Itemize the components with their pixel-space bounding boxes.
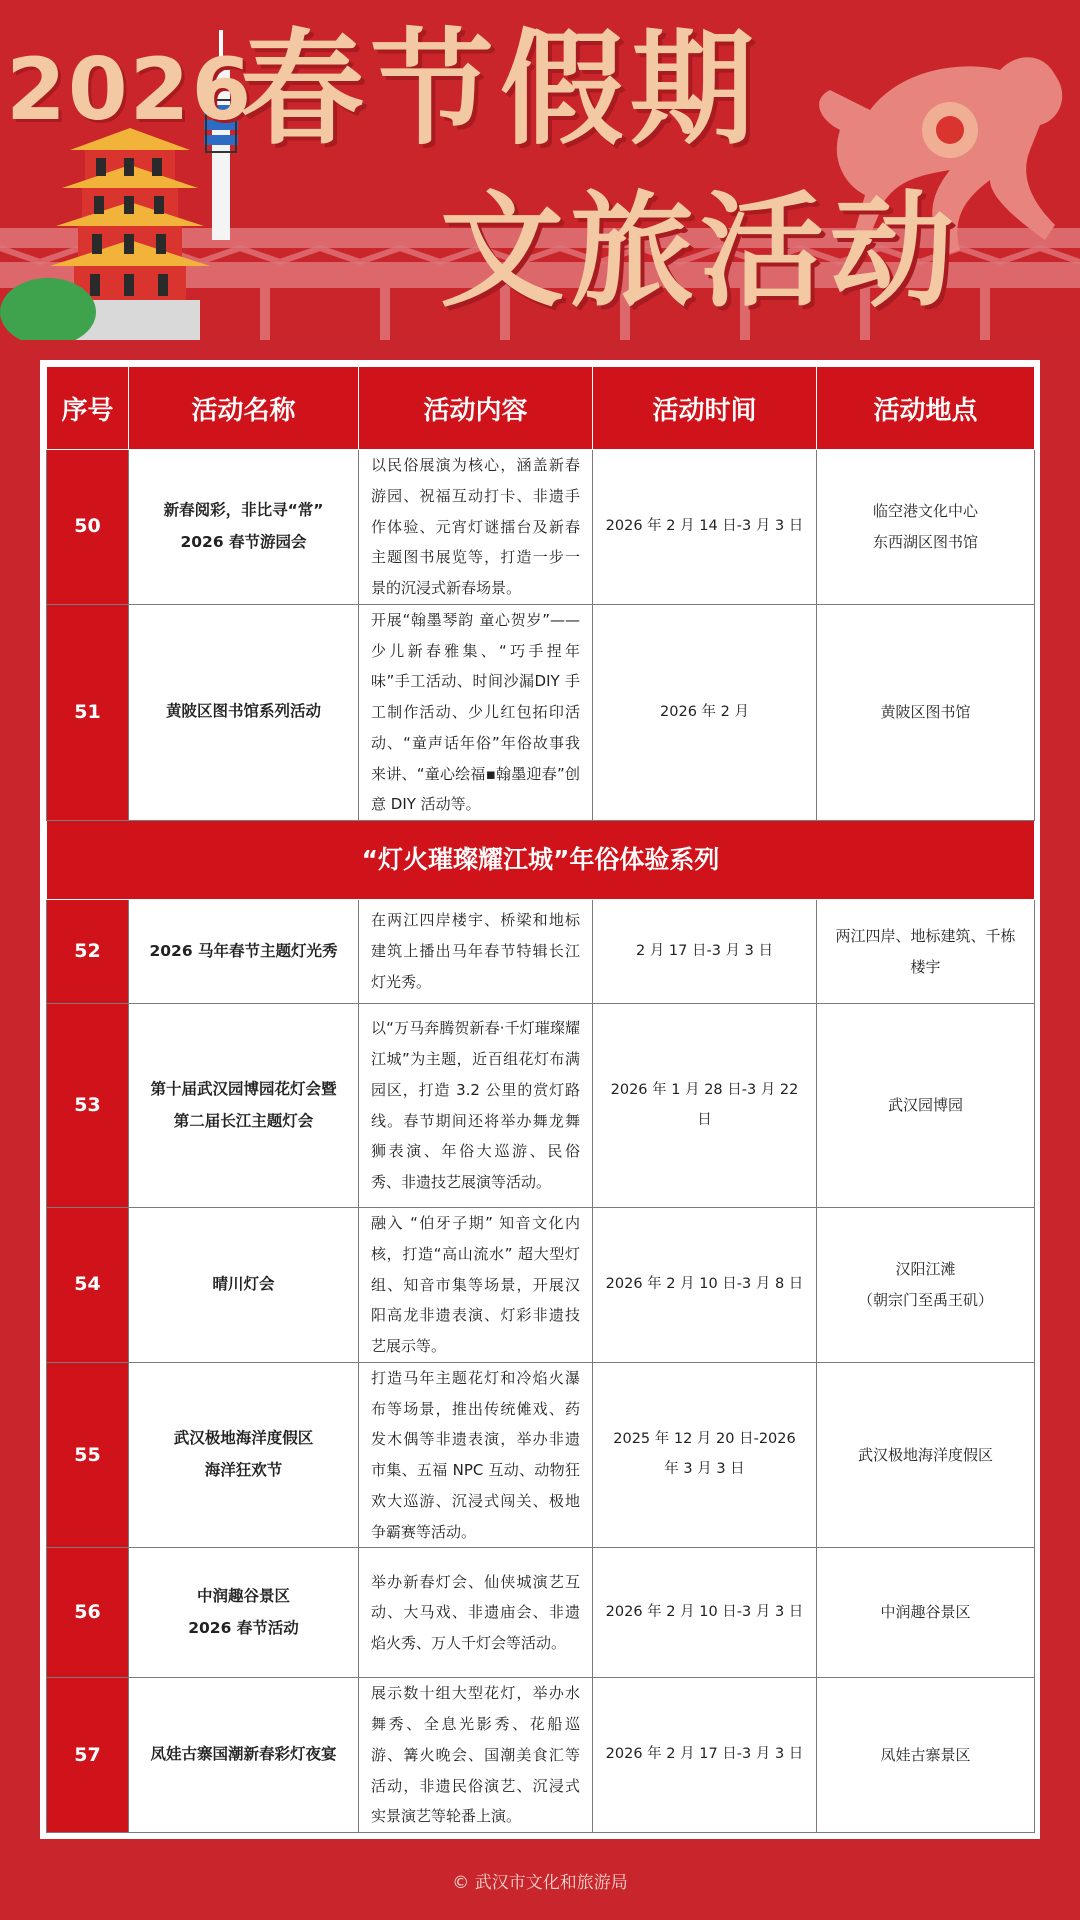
- activity-time: 2026 年 2 月: [593, 604, 817, 820]
- row-number: 54: [47, 1208, 129, 1363]
- activity-name-line: 黄陂区图书馆系列活动: [165, 702, 321, 721]
- activities-table-panel: [40, 360, 1040, 1839]
- activity-name: [129, 1004, 359, 1208]
- activity-name-line: 第二届长江主题灯会: [173, 1111, 314, 1130]
- activity-place-line: 两江四岸、地标建筑、千栋楼宇: [835, 926, 1016, 976]
- activity-place: [817, 604, 1035, 820]
- column-header-name: 活动名称: [129, 367, 359, 450]
- activity-name: [129, 1678, 359, 1833]
- row-number: 57: [47, 1678, 129, 1833]
- activity-place: [817, 1208, 1035, 1363]
- banner: [0, 0, 1080, 340]
- row-number: 50: [47, 450, 129, 605]
- activity-content: 展示数十组大型花灯，举办水舞秀、全息光影秀、花船巡游、篝火晚会、国潮美食汇等活动，非遗民俗演艺、沉浸式实景演艺等轮番上演。: [359, 1678, 593, 1833]
- title-line-2: 文旅活动: [440, 180, 961, 324]
- activity-place-line: 中润趣谷景区: [880, 1603, 971, 1622]
- table-row: [47, 450, 1035, 605]
- section-row: [47, 821, 1035, 900]
- table-row: [47, 604, 1035, 820]
- activity-place-line: 东西湖区图书馆: [872, 532, 978, 551]
- row-number: 56: [47, 1548, 129, 1678]
- title-line-1: 春节假期: [240, 18, 761, 162]
- table-header-row: [47, 367, 1035, 450]
- row-number: 55: [47, 1362, 129, 1548]
- activity-content: 以“万马奔腾贺新春·千灯璀璨耀江城”为主题，近百组花灯布满园区，打造 3.2 公里的赏灯路线。春节期间还将举办舞龙舞狮表演、年俗大巡游、民俗秀、非遗技艺展演等活动。: [359, 1004, 593, 1208]
- activity-place-line: 汉阳江滩: [895, 1260, 956, 1279]
- table-row: [47, 900, 1035, 1004]
- activity-name-line: 2026 春节游园会: [180, 532, 307, 551]
- activity-place: [817, 1678, 1035, 1833]
- activity-name: [129, 604, 359, 820]
- activity-name-line: 第十届武汉园博园花灯会暨: [150, 1079, 337, 1098]
- footer-copyright: © 武汉市文化和旅游局: [452, 1873, 628, 1893]
- activities-table: [46, 366, 1035, 1833]
- activity-content: 打造马年主题花灯和冷焰火瀑布等场景，推出传统傩戏、药发木偶等非遗表演，举办非遗市集、五福 NPC 互动、动物狂欢大巡游、沉浸式闯关、极地争霸赛等活动。: [359, 1362, 593, 1548]
- table-row: [47, 1004, 1035, 1208]
- activity-place: [817, 1004, 1035, 1208]
- column-header-place: 活动地点: [817, 367, 1035, 450]
- activity-time: 2 月 17 日-3 月 3 日: [593, 900, 817, 1004]
- activity-content: 融入 “伯牙子期” 知音文化内核，打造“高山流水” 超大型灯组、知音市集等场景，开展汉阳高龙非遗表演、灯彩非遗技艺展示等。: [359, 1208, 593, 1363]
- activity-time: 2026 年 2 月 17 日-3 月 3 日: [593, 1678, 817, 1833]
- activity-place-line: 黄陂区图书馆: [880, 703, 971, 721]
- column-header-time: 活动时间: [593, 367, 817, 450]
- activity-time: 2026 年 2 月 10 日-3 月 3 日: [593, 1548, 817, 1678]
- activity-name-line: 武汉极地海洋度假区: [173, 1429, 314, 1448]
- activity-time: 2025 年 12 月 20 日-2026 年 3 月 3 日: [593, 1362, 817, 1548]
- activity-place: [817, 1362, 1035, 1548]
- activity-content: 举办新春灯会、仙侠城演艺互动、大马戏、非遗庙会、非遗焰火秀、万人千灯会等活动。: [359, 1548, 593, 1678]
- column-header-number: 序号: [47, 367, 129, 450]
- activity-name-line: 中润趣谷景区: [196, 1586, 290, 1605]
- table-row: [47, 1208, 1035, 1363]
- activity-name-line: 海洋狂欢节: [204, 1461, 283, 1479]
- activity-place-line: 武汉园博园: [887, 1096, 963, 1115]
- activity-name: [129, 900, 359, 1004]
- activity-place-line: （朝宗门至禹王矶）: [857, 1290, 993, 1309]
- activity-name-line: 新春阅彩，非比寻“常”: [163, 501, 324, 520]
- table-row: [47, 1678, 1035, 1833]
- activity-name: [129, 1362, 359, 1548]
- activity-time: 2026 年 2 月 10 日-3 月 8 日: [593, 1208, 817, 1363]
- activity-place: [817, 900, 1035, 1004]
- row-number: 51: [47, 604, 129, 820]
- row-number: 52: [47, 900, 129, 1004]
- activity-content: 在两江四岸楼宇、桥梁和地标建筑上播出马年春节特辑长江灯光秀。: [359, 900, 593, 1004]
- activity-place: [817, 450, 1035, 605]
- row-number: 53: [47, 1004, 129, 1208]
- table-row: [47, 1362, 1035, 1548]
- column-header-content: 活动内容: [359, 367, 593, 450]
- activity-name: [129, 450, 359, 605]
- activity-place-line: 临空港文化中心: [872, 502, 978, 521]
- table-row: [47, 1548, 1035, 1678]
- activity-content: 以民俗展演为核心，涵盖新春游园、祝福互动打卡、非遗手作体验、元宵灯谜擂台及新春主题图书展览等，打造一步一景的沉浸式新春场景。: [359, 450, 593, 605]
- activity-name: [129, 1548, 359, 1678]
- activity-name-line: 凤娃古寨国潮新春彩灯夜宴: [150, 1745, 337, 1764]
- section-title: “灯火璀璨耀江城”年俗体验系列: [47, 821, 1035, 900]
- activity-name-line: 2026 马年春节主题灯光秀: [149, 941, 338, 960]
- activity-place-line: 凤娃古寨景区: [880, 1745, 971, 1764]
- title-year: 2026: [6, 40, 254, 140]
- activity-time: 2026 年 2 月 14 日-3 月 3 日: [593, 450, 817, 605]
- activity-name-line: 晴川灯会: [212, 1274, 275, 1293]
- activity-name: [129, 1208, 359, 1363]
- activity-name-line: 2026 春节活动: [188, 1618, 299, 1637]
- activity-place-line: 武汉极地海洋度假区: [857, 1445, 993, 1464]
- activity-content: 开展“翰墨琴韵 童心贺岁”——少儿新春雅集、“巧手捏年味”手工活动、时间沙漏DIY 手工制作活动、少儿红包拓印活动、“童声话年俗”年俗故事我来讲、“童心绘福▪翰墨迎春”创意 DIY 活动等。: [359, 604, 593, 820]
- activity-time: 2026 年 1 月 28 日-3 月 22 日: [593, 1004, 817, 1208]
- activity-place: [817, 1548, 1035, 1678]
